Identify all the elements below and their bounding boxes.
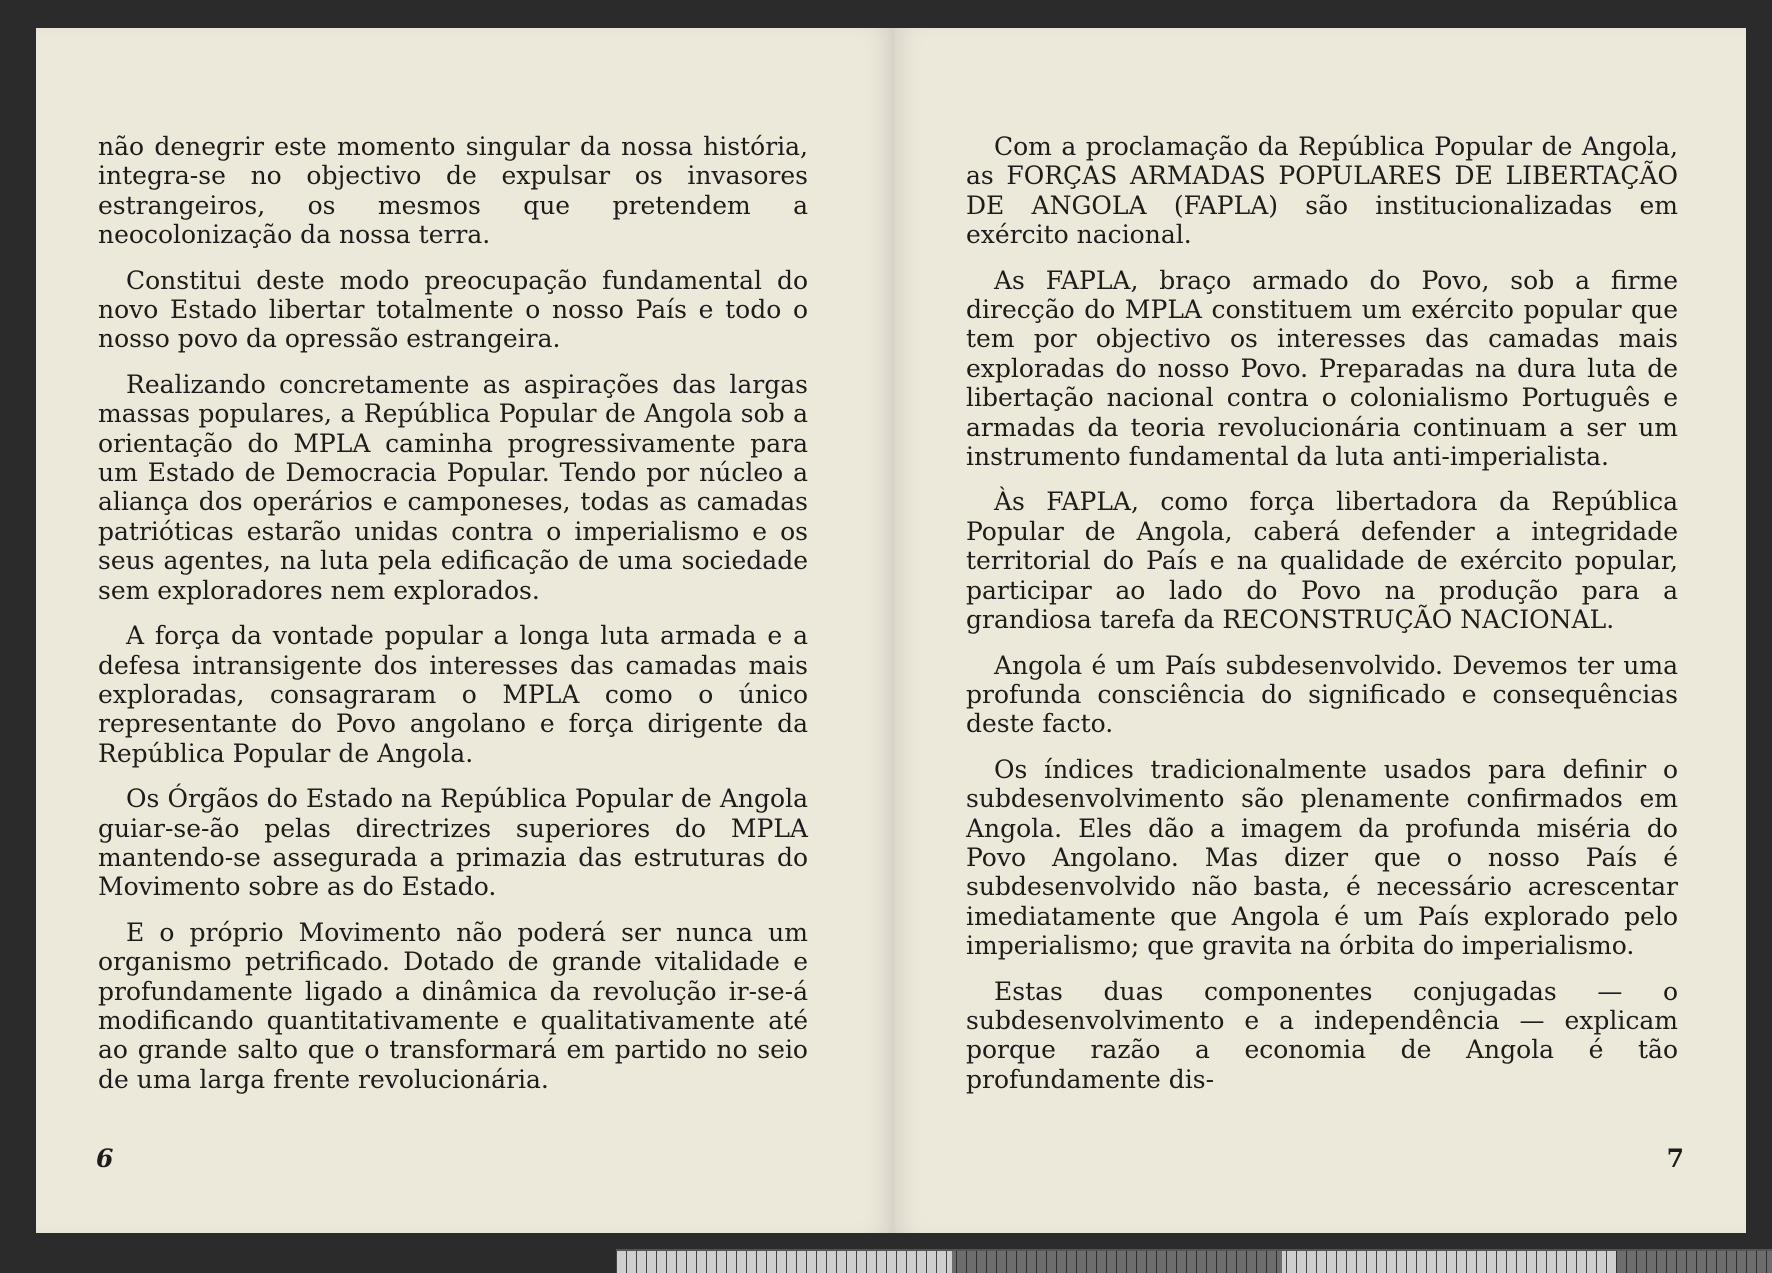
left-text-column — [98, 132, 808, 1110]
paragraph: Constitui deste modo preocupação fundamental do novo Estado libertar totalmente o nosso País e todo o nosso povo da opressão estrangeira. — [98, 265, 808, 354]
right-text-column — [966, 132, 1678, 1110]
paragraph: Com a proclamação da República Popular de Angola, as FORÇAS ARMADAS POPULARES DE LIBERTAÇÃO DE ANGOLA (FAPLA) são institucionalizadas em exército nacional. — [966, 132, 1678, 250]
page-number: 6 — [96, 1144, 114, 1173]
right-page — [894, 28, 1746, 1233]
measurement-ruler — [616, 1249, 1772, 1273]
ruler-segment — [1616, 1251, 1772, 1273]
paragraph: Angola é um País subdesenvolvido. Devemos ter uma profunda consciência do significado e consequências deste facto. — [966, 650, 1678, 739]
paragraph: A força da vontade popular a longa luta armada e a defesa intransigente dos interesses das camadas mais exploradas, consagraram o MPLA como o único representante do Povo angolano e força dirigente da República Popular de Angola. — [98, 621, 808, 768]
paragraph: As FAPLA, braço armado do Povo, sob a firme direcção do MPLA constituem um exército popular que tem por objectivo os interesses das camadas mais exploradas do nosso Povo. Preparadas na dura luta de libertação nacional contra o colonialismo Português e armadas da teoria revolucionária continuam a ser um instrumento fundamental da luta anti-imperialista. — [966, 265, 1678, 472]
paragraph: Estas duas componentes conjugadas — o subdesenvolvimento e a independência — explicam porque razão a economia de Angola é tão profundamente dis- — [966, 976, 1678, 1094]
paragraph: Realizando concretamente as aspirações das largas massas populares, a República Popular de Angola sob a orientação do MPLA caminha progressivamente para um Estado de Democracia Popular. Tendo por núcleo a aliança dos operários e camponeses, todas as camadas patrióticas estarão unidas contra o imperialismo e os seus agentes, na luta pela edificação de uma sociedade sem exploradores nem explorados. — [98, 369, 808, 605]
left-page — [36, 28, 895, 1233]
paragraph: E o próprio Movimento não poderá ser nunca um organismo petrificado. Dotado de grande vitalidade e profundamente ligado a dinâmica da revolução ir-se-á modificando quantitativamente e qualitativamente até ao grande salto que o transformará em partido no seio de uma larga frente revolucionária. — [98, 917, 808, 1094]
paragraph: Os índices tradicionalmente usados para definir o subdesenvolvimento são plenamente confirmados em Angola. Eles dão a imagem da profunda miséria do Povo Angolano. Mas dizer que o nosso País é subdesenvolvido não basta, é necessário acrescentar imediatamente que Angola é um País explorado pelo imperialismo; que gravita na órbita do imperialismo. — [966, 754, 1678, 961]
ruler-segment — [952, 1251, 1282, 1273]
paragraph: Os Órgãos do Estado na República Popular de Angola guiar-se-ão pelas directrizes superiores do MPLA mantendo-se assegurada a primazia das estruturas do Movimento sobre as do Estado. — [98, 784, 808, 902]
page-number: 7 — [1666, 1144, 1684, 1173]
paragraph: Às FAPLA, como força libertadora da República Popular de Angola, caberá defender a integridade territorial do País e na qualidade de exército popular, participar ao lado do Povo na produção para a grandiosa tarefa da RECONSTRUÇÃO NACIONAL. — [966, 487, 1678, 635]
open-booklet — [36, 28, 1746, 1233]
paragraph: não denegrir este momento singular da nossa história, integra-se no objectivo de expulsar os invasores estrangeiros, os mesmos que pretendem a neocolonização da nossa terra. — [98, 132, 808, 250]
